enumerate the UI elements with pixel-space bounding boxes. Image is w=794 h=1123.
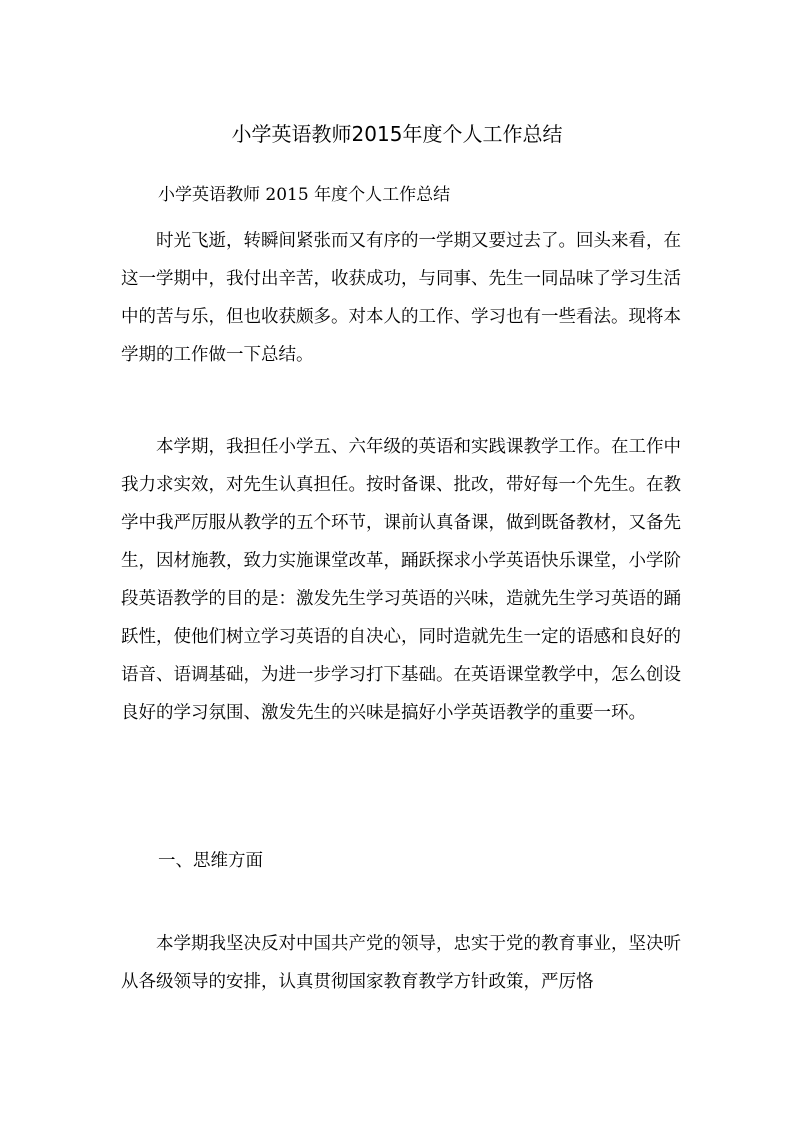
paragraph-thought: 本学期我坚决反对中国共产党的领导，忠实于党的教育事业，坚决听从各级领导的安排，认真贯彻国家教育教学方针政策，严厉恪: [121, 934, 681, 992]
paragraph-teaching: 本学期，我担任小学五、六年级的英语和实践课教学工作。在工作中我力求实效，对先生认真担任。按时备课、批改，带好每一个先生。在教学中我严厉服从教学的五个环节，课前认真备课，做到既备教材，又备先生，因材施教，致力实施课堂改革，踊跃探求小学英语快乐课堂，小学阶段英语教学的目的是：激发先生学习英语的兴味，造就先生学习英语的踊跃性，使他们树立学习英语的自决心，同时造就先生一定的语感和良好的语音、语调基础，为进一步学习打下基础。在英语课堂教学中，怎么创设良好的学习氛围、激发先生的兴味是搞好小学英语教学的重要一环。: [121, 437, 681, 723]
paragraph-intro: 时光飞逝，转瞬间紧张而又有序的一学期又要过去了。回头来看，在这一学期中，我付出辛苦，收获成功，与同事、先生一同品味了学习生活中的苦与乐，但也收获颇多。对本人的工作、学习也有一些看法。现将本学期的工作做一下总结。: [121, 231, 681, 365]
section-heading: 一、思维方面: [158, 851, 263, 871]
document-subtitle: 小学英语教师 2015 年度个人工作总结: [158, 185, 451, 205]
document-title: 小学英语教师2015年度个人工作总结: [231, 122, 563, 146]
